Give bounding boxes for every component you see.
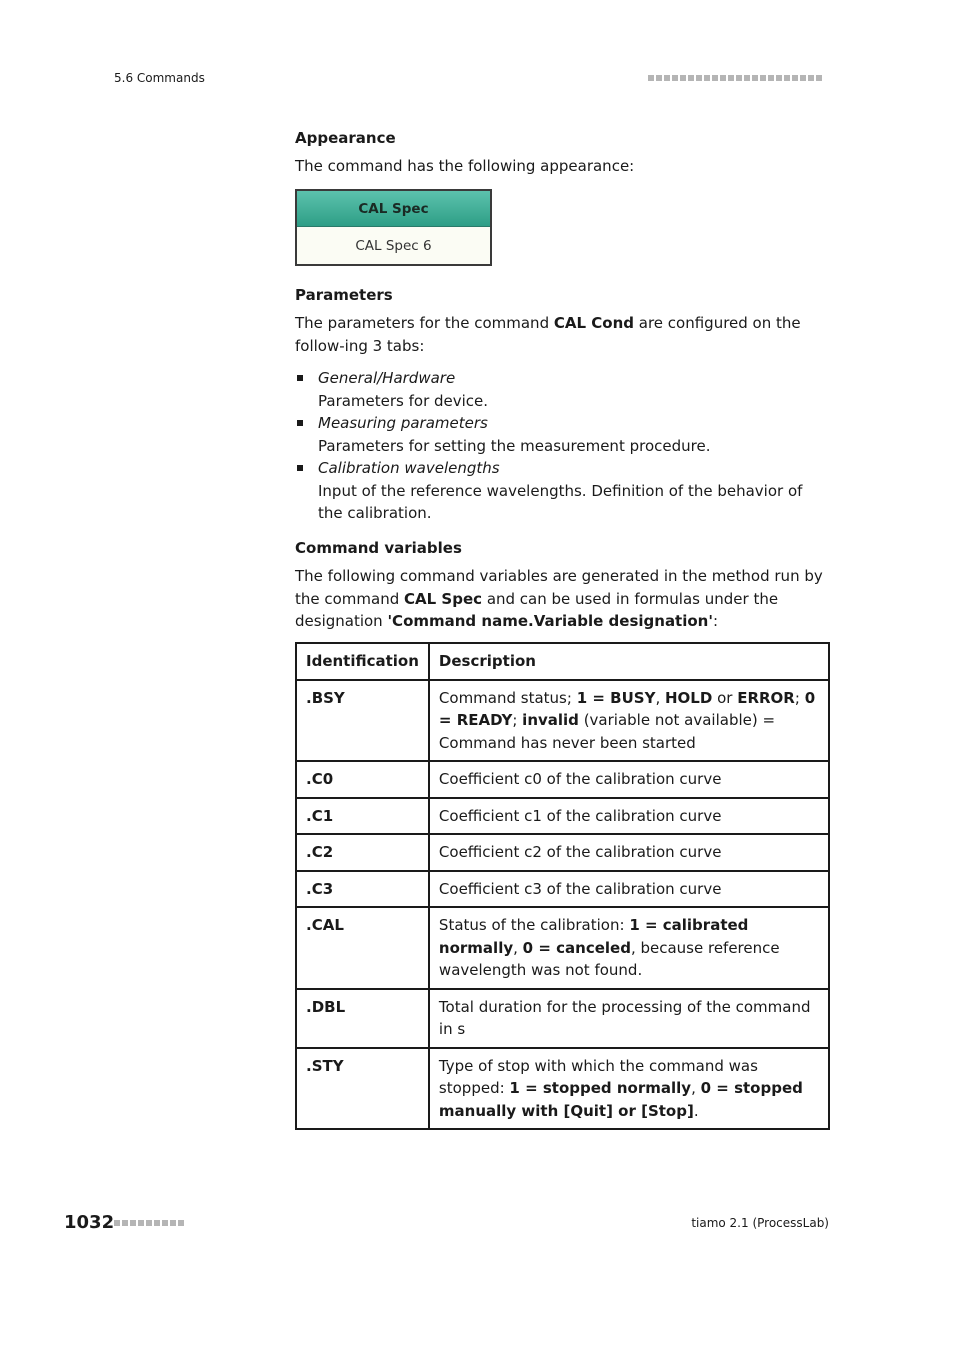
page-number: 1032 (64, 1212, 115, 1233)
text: ; (512, 711, 523, 729)
table-row (296, 907, 829, 989)
variable-description (429, 871, 829, 908)
command-variables-intro: The following command variables are generated in the method run by the command CAL Spec and can be used in formulas under the designation 'Command name.Variable designation': (295, 567, 823, 630)
bullet-icon (297, 465, 303, 471)
widget-title: CAL Spec (297, 191, 490, 227)
text: , because reference wavelength was not found. (438, 938, 780, 979)
appearance-heading: Appearance (295, 129, 396, 147)
table-row (296, 680, 829, 762)
running-header-section: 5.6 Commands (114, 71, 205, 85)
variable-id: .C2 (296, 834, 429, 871)
variable-description (429, 680, 829, 762)
bold-text: 0 = stopped manually with [Quit] or [Stop] (438, 1079, 803, 1120)
list-item: Calibration wavelengths Input of the reference wavelengths. Definition of the behavior of the calibration. (295, 457, 830, 525)
column-header-identification: Identification (296, 643, 429, 680)
variable-id: .BSY (296, 680, 429, 762)
text: Total duration for the processing of the command in s (438, 997, 811, 1038)
variable-description (429, 989, 829, 1048)
command-variables-table (295, 642, 830, 1130)
table-row (296, 1048, 829, 1130)
text: Coefficient c3 of the calibration curve (438, 879, 722, 898)
table-row (296, 798, 829, 835)
variable-id: .DBL (296, 989, 429, 1048)
bullet-icon (297, 420, 303, 426)
variable-description (429, 907, 829, 989)
bold-text: ERROR (737, 688, 795, 707)
column-header-description: Description (429, 643, 829, 680)
bold-text: 1 = calibrated normally (438, 916, 749, 957)
bold-text: 1 = stopped normally (509, 1079, 692, 1097)
variable-id: .CAL (296, 907, 429, 989)
text: , (691, 1079, 701, 1097)
appearance-intro: The command has the following appearance: (295, 157, 635, 175)
parameters-tab-list (295, 367, 830, 525)
variable-id: .C0 (296, 761, 429, 798)
text: . (693, 1101, 699, 1120)
variable-description (429, 761, 829, 798)
bold-text: 0 = READY (438, 688, 816, 729)
bold-text: 0 = canceled (522, 938, 631, 957)
text: Coefficient c0 of the calibration curve (438, 770, 722, 788)
table-row (296, 989, 829, 1048)
header-decoration-dots (648, 75, 822, 81)
variable-id: .STY (296, 1048, 429, 1130)
list-item: Measuring parameters Parameters for setting the measurement procedure. (295, 412, 830, 457)
command-variables-heading: Command variables (295, 539, 462, 557)
variable-description (429, 834, 829, 871)
text: Coefficient c2 of the calibration curve (438, 843, 722, 861)
footer-product: tiamo 2.1 (ProcessLab) (691, 1216, 829, 1230)
variable-id: .C1 (296, 798, 429, 835)
table-row (296, 871, 829, 908)
text: (variable not available) = Command has never been started (438, 711, 776, 752)
table-row (296, 834, 829, 871)
text: , (513, 938, 523, 957)
text: Coefficient c1 of the calibration curve (438, 806, 722, 825)
table-row (296, 761, 829, 798)
text: Status of the calibration: (438, 916, 630, 934)
parameters-heading: Parameters (295, 286, 393, 304)
bullet-icon (297, 375, 303, 381)
variable-description (429, 798, 829, 835)
bold-text: HOLD (664, 688, 713, 707)
text: or (712, 688, 738, 707)
text: ; (794, 688, 805, 707)
bold-text: invalid (522, 711, 579, 729)
variable-id: .C3 (296, 871, 429, 908)
text: Type of stop with which the command was stopped: (438, 1056, 758, 1097)
widget-label: CAL Spec 6 (297, 227, 490, 264)
list-item: General/Hardware Parameters for device. (295, 367, 830, 412)
footer-decoration-dots (114, 1220, 184, 1226)
parameters-intro: The parameters for the command CAL Cond are configured on the follow-ing 3 tabs: (295, 314, 801, 355)
variable-description (429, 1048, 829, 1130)
bold-text: 1 = BUSY (576, 688, 656, 707)
text: Command status; (438, 688, 577, 707)
table-header-row (296, 643, 829, 680)
cal-spec-command-widget (295, 189, 492, 266)
text: , (655, 688, 665, 707)
